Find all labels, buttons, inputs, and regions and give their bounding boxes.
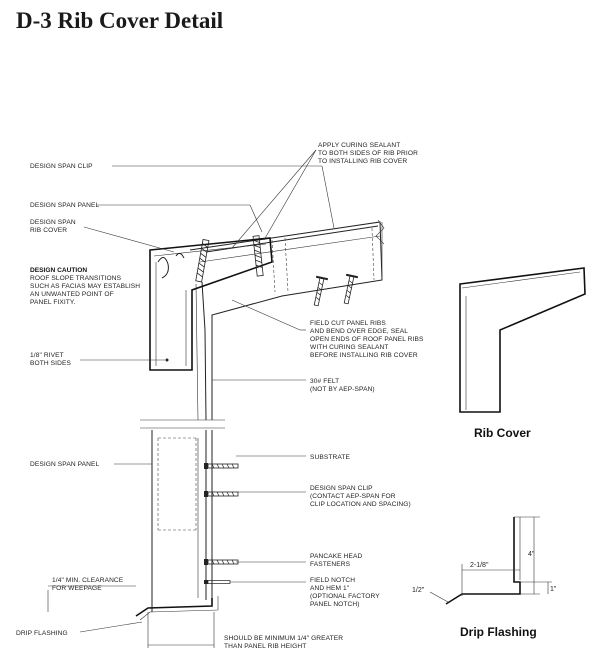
clearance-line-1: 1/4" MIN. CLEARANCE xyxy=(52,577,124,584)
pancake-line-1: PANCAKE HEAD xyxy=(310,553,363,560)
field-notch-line-1: FIELD NOTCH xyxy=(310,577,356,584)
field-cut-line-1: FIELD CUT PANEL RIBS xyxy=(310,320,386,327)
callout-span-clip-bottom xyxy=(310,485,411,508)
span-clip-bottom-line-2: (CONTACT AEP-SPAN FOR xyxy=(310,493,396,500)
caution-line-1: ROOF SLOPE TRANSITIONS xyxy=(30,275,122,282)
field-cut-line-5: BEFORE INSTALLING RIB COVER xyxy=(310,352,418,359)
field-cut-line-2: AND BEND OVER EDGE, SEAL xyxy=(310,328,409,335)
rib-cover-label-1: DESIGN SPAN xyxy=(30,219,76,226)
dim-half-in: 1/2" xyxy=(412,587,425,594)
callout-field-cut xyxy=(310,320,424,359)
label-span-panel-top: DESIGN SPAN PANEL xyxy=(30,202,100,209)
leader-lines xyxy=(48,150,334,648)
field-notch-line-2: AND HEM 1" xyxy=(310,585,350,592)
label-span-panel-bottom: DESIGN SPAN PANEL xyxy=(30,461,100,468)
break-line xyxy=(140,420,225,428)
field-cut-line-3: OPEN ENDS OF ROOF PANEL RIBS xyxy=(310,336,424,343)
caution-line-3: AN UNWANTED POINT OF xyxy=(30,291,114,298)
field-cut-line-4: WITH CURING SEALANT xyxy=(310,344,389,351)
callout-felt xyxy=(310,378,375,393)
drip-flashing-caption: Drip Flashing xyxy=(460,625,537,639)
should-be-line-2: THAN PANEL RIB HEIGHT xyxy=(224,643,307,650)
label-drip-flashing: DRIP FLASHING xyxy=(16,630,68,637)
label-substrate: SUBSTRATE xyxy=(310,454,350,461)
apply-sealant-line-1: APPLY CURING SEALANT xyxy=(318,142,401,149)
design-caution-note xyxy=(30,267,140,306)
apply-sealant-line-2: TO BOTH SIDES OF RIB PRIOR xyxy=(318,150,418,157)
rivet-line-2: BOTH SIDES xyxy=(30,360,71,367)
drip-flashing-diagram xyxy=(412,517,557,639)
callout-rivet xyxy=(30,352,71,367)
rivet-icon xyxy=(166,359,169,362)
caution-line-2: SUCH AS FACIAS MAY ESTABLISH xyxy=(30,283,141,290)
apply-sealant-line-3: TO INSTALLING RIB COVER xyxy=(318,158,408,165)
caution-line-4: PANEL FIXITY. xyxy=(30,299,76,306)
pancake-line-2: FASTENERS xyxy=(310,561,351,568)
rivet-line-1: 1/8" RIVET xyxy=(30,352,64,359)
rib-cover-label-2: RIB COVER xyxy=(30,227,68,234)
dim-four-in: 4" xyxy=(528,551,535,558)
callout-rib-cover xyxy=(30,219,76,234)
rib-cover-caption: Rib Cover xyxy=(474,426,531,440)
felt-line-1: 30# FELT xyxy=(310,378,340,385)
field-notch-line-4: PANEL NOTCH) xyxy=(310,601,360,608)
callout-pancake xyxy=(310,553,363,568)
should-be-line-1: SHOULD BE MINIMUM 1/4" GREATER xyxy=(224,635,344,642)
page-title: D-3 Rib Cover Detail xyxy=(16,8,224,33)
span-clip-bottom-line-1: DESIGN SPAN CLIP xyxy=(310,485,373,492)
callout-apply-sealant xyxy=(318,142,418,165)
screws-top xyxy=(196,236,358,307)
label-span-clip-top: DESIGN SPAN CLIP xyxy=(30,163,93,170)
field-notch-line-3: (OPTIONAL FACTORY xyxy=(310,593,380,600)
wall-panel-assembly xyxy=(136,430,218,620)
dim-two-one-eighth: 2-1/8" xyxy=(470,562,489,569)
screws-bottom xyxy=(204,463,238,584)
caution-title: DESIGN CAUTION xyxy=(30,267,88,274)
span-clip-bottom-line-3: CLIP LOCATION AND SPACING) xyxy=(310,501,411,508)
clearance-line-2: FOR WEEPAGE xyxy=(52,585,102,592)
felt-line-2: (NOT BY AEP-SPAN) xyxy=(310,386,375,393)
callout-should-be xyxy=(224,635,343,650)
rib-cover-diagram xyxy=(460,268,585,440)
dim-one-in: 1" xyxy=(550,586,557,593)
callout-clearance xyxy=(52,577,124,592)
callout-field-notch xyxy=(310,577,380,608)
